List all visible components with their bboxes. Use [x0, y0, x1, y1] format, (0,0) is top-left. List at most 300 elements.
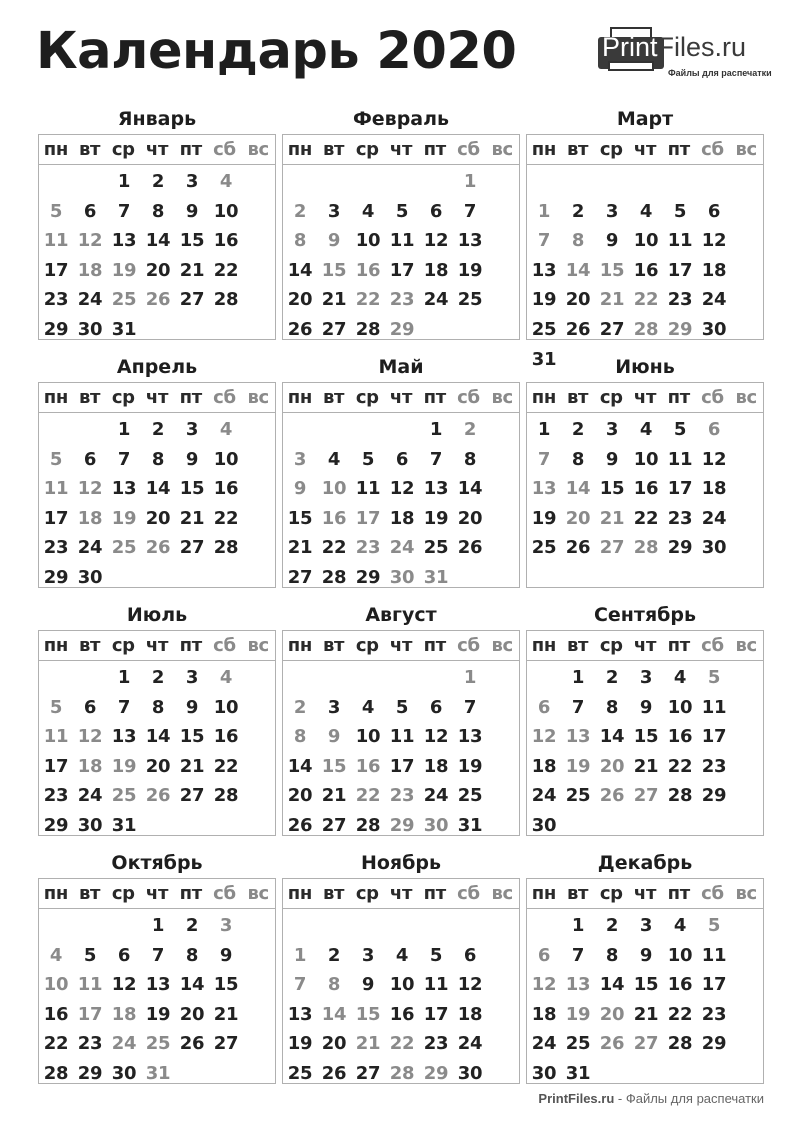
day-cell: 9	[361, 974, 375, 996]
day-cell: 23	[43, 537, 69, 559]
day-cell: 26	[565, 318, 591, 340]
day-cell: 2	[327, 944, 341, 966]
day-cell: 12	[457, 974, 483, 996]
day-cell: 4	[673, 915, 687, 936]
day-cell: 30	[531, 814, 557, 836]
day-cell: 31	[111, 814, 137, 836]
day-cell: 9	[185, 448, 199, 470]
weekday-label: пт	[667, 139, 690, 160]
day-cell: 10	[667, 944, 693, 966]
day-cell: 20	[145, 259, 171, 281]
weekend-day: 2	[293, 200, 307, 222]
weekday-label: чт	[633, 635, 657, 656]
weekday-label: ср	[599, 139, 623, 160]
day-cell: 14	[179, 974, 205, 996]
day-cell: 14	[457, 478, 483, 500]
day-cell: 21	[633, 1003, 659, 1025]
weekend-day: 8	[571, 230, 585, 252]
weekend-day: 18	[111, 1003, 137, 1025]
day-cell: 14	[145, 478, 171, 500]
day-cell: 1	[429, 419, 443, 440]
day-cell: 30	[701, 318, 727, 340]
day-cell: 12	[111, 974, 137, 996]
footer	[538, 1091, 764, 1106]
weekend-day: 20	[599, 1003, 625, 1025]
month-name: Август	[365, 604, 437, 626]
weekend-day: 4	[219, 171, 233, 192]
day-cell: 7	[571, 696, 585, 718]
day-cell: 28	[213, 785, 239, 807]
day-cell: 17	[667, 259, 693, 281]
day-cell: 25	[457, 289, 483, 311]
day-cell: 17	[43, 259, 69, 281]
day-cell: 13	[423, 478, 449, 500]
day-cell: 9	[185, 696, 199, 718]
day-cell: 15	[599, 478, 625, 500]
day-cell: 11	[701, 944, 727, 966]
day-cell: 29	[77, 1062, 103, 1084]
month-block	[282, 104, 520, 340]
weekday-label: ср	[355, 883, 379, 904]
weekend-day: 31	[145, 1062, 171, 1084]
weekend-day: 12	[531, 974, 557, 996]
day-cell: 2	[151, 667, 165, 688]
weekday-label: чт	[145, 635, 169, 656]
weekday-label: вс	[247, 883, 269, 904]
day-cell: 3	[185, 419, 199, 440]
weekday-label: вс	[247, 139, 269, 160]
day-cell: 27	[179, 289, 205, 311]
weekend-day: 18	[77, 755, 103, 777]
weekday-label: сб	[701, 883, 724, 904]
weekend-day: 15	[321, 259, 347, 281]
day-cell: 25	[565, 1033, 591, 1055]
printfiles-logo[interactable]	[598, 24, 772, 84]
day-cell: 6	[83, 200, 97, 222]
day-cell: 24	[77, 785, 103, 807]
weekday-label: пн	[531, 883, 556, 904]
month-block	[526, 848, 764, 1084]
weekday-label: чт	[145, 883, 169, 904]
day-cell: 16	[667, 726, 693, 748]
day-cell: 3	[605, 200, 619, 222]
weekday-label: вс	[247, 635, 269, 656]
weekend-day: 26	[145, 289, 171, 311]
empty-cell	[39, 663, 73, 693]
day-cell: 26	[457, 537, 483, 559]
month-name: Февраль	[352, 108, 450, 130]
weekend-day: 12	[77, 230, 103, 252]
day-cell: 28	[43, 1062, 69, 1084]
day-cell: 28	[355, 814, 381, 836]
day-cell: 20	[565, 289, 591, 311]
day-grid	[283, 165, 519, 345]
weekday-label: чт	[145, 387, 169, 408]
weekday-label: пт	[667, 883, 690, 904]
weekday-label: ср	[111, 883, 135, 904]
day-cell: 21	[179, 755, 205, 777]
weekend-day: 19	[111, 259, 137, 281]
weekday-label: вс	[491, 387, 513, 408]
day-cell: 17	[43, 755, 69, 777]
day-cell: 25	[287, 1062, 313, 1084]
weekday-label: ср	[111, 635, 135, 656]
weekend-day: 7	[537, 448, 551, 470]
day-cell: 24	[77, 537, 103, 559]
month-name: Октябрь	[111, 852, 203, 874]
day-cell: 20	[457, 507, 483, 529]
month-name: Июль	[126, 604, 188, 626]
day-cell: 16	[43, 1003, 69, 1025]
day-cell: 21	[287, 537, 313, 559]
day-cell: 1	[117, 171, 131, 192]
day-cell: 29	[355, 566, 381, 588]
day-cell: 4	[361, 696, 375, 718]
empty-cell	[351, 167, 385, 197]
day-cell: 4	[327, 448, 341, 470]
day-cell: 15	[179, 230, 205, 252]
weekend-day: 14	[565, 478, 591, 500]
day-cell: 10	[389, 974, 415, 996]
weekend-day: 2	[463, 419, 477, 440]
day-cell: 15	[179, 478, 205, 500]
empty-cell	[317, 167, 351, 197]
day-cell: 28	[213, 289, 239, 311]
weekend-day: 27	[633, 785, 659, 807]
day-cell: 12	[389, 478, 415, 500]
month-box	[282, 878, 520, 1084]
day-cell: 24	[423, 289, 449, 311]
day-cell: 30	[457, 1062, 483, 1084]
weekday-label: вс	[735, 883, 757, 904]
day-cell: 19	[423, 507, 449, 529]
weekend-day: 19	[565, 755, 591, 777]
day-cell: 25	[457, 785, 483, 807]
day-cell: 7	[463, 200, 477, 222]
weekend-day: 10	[43, 974, 69, 996]
day-cell: 5	[429, 944, 443, 966]
weekend-day: 6	[707, 419, 721, 440]
weekday-label: пн	[531, 635, 556, 656]
day-cell: 18	[423, 259, 449, 281]
weekend-day: 13	[565, 974, 591, 996]
day-cell: 25	[423, 537, 449, 559]
weekend-day: 28	[389, 1062, 415, 1084]
day-grid	[527, 165, 763, 374]
month-block	[526, 600, 764, 836]
day-cell: 28	[321, 566, 347, 588]
day-cell: 28	[355, 318, 381, 340]
weekend-day: 12	[77, 478, 103, 500]
weekend-day: 19	[111, 755, 137, 777]
day-cell: 20	[287, 289, 313, 311]
day-cell: 30	[77, 566, 103, 588]
day-cell: 6	[117, 944, 131, 966]
weekday-header	[527, 631, 763, 661]
weekend-day: 17	[355, 507, 381, 529]
weekday-label: сб	[701, 139, 724, 160]
weekend-day: 15	[321, 755, 347, 777]
day-cell: 23	[701, 755, 727, 777]
month-box	[526, 630, 764, 836]
day-cell: 30	[531, 1062, 557, 1084]
day-grid	[527, 909, 763, 1089]
weekday-label: вс	[491, 635, 513, 656]
weekday-label: вт	[78, 883, 101, 904]
weekend-day: 21	[599, 507, 625, 529]
weekend-day: 30	[423, 814, 449, 836]
day-cell: 13	[457, 230, 483, 252]
weekend-day: 13	[565, 726, 591, 748]
day-cell: 8	[185, 944, 199, 966]
weekday-header	[527, 383, 763, 413]
day-cell: 11	[667, 230, 693, 252]
weekend-day: 11	[43, 230, 69, 252]
day-cell: 24	[701, 289, 727, 311]
day-cell: 25	[531, 318, 557, 340]
day-cell: 10	[213, 448, 239, 470]
day-cell: 5	[673, 419, 687, 440]
weekend-day: 23	[355, 537, 381, 559]
day-cell: 16	[213, 478, 239, 500]
month-name: Январь	[117, 108, 197, 130]
day-cell: 11	[423, 974, 449, 996]
empty-cell	[453, 911, 487, 941]
weekend-day: 20	[599, 755, 625, 777]
weekday-label: пт	[179, 139, 202, 160]
logo-tagline: Файлы для распечатки	[668, 68, 772, 78]
day-cell: 9	[605, 230, 619, 252]
day-cell: 1	[151, 915, 165, 936]
empty-cell	[419, 911, 453, 941]
weekend-day: 25	[111, 289, 137, 311]
day-cell: 29	[43, 814, 69, 836]
day-cell: 24	[701, 507, 727, 529]
day-cell: 30	[111, 1062, 137, 1084]
day-cell: 21	[321, 785, 347, 807]
weekday-header	[283, 383, 519, 413]
weekend-day: 23	[389, 785, 415, 807]
weekday-header	[527, 879, 763, 909]
day-cell: 10	[633, 448, 659, 470]
weekend-day: 4	[219, 419, 233, 440]
day-cell: 23	[77, 1033, 103, 1055]
weekend-day: 7	[293, 974, 307, 996]
weekend-day: 1	[463, 171, 477, 192]
empty-cell	[385, 415, 419, 445]
day-cell: 16	[633, 478, 659, 500]
weekend-day: 17	[77, 1003, 103, 1025]
day-grid	[283, 909, 519, 1089]
day-cell: 1	[117, 419, 131, 440]
day-cell: 20	[321, 1033, 347, 1055]
day-cell: 7	[117, 448, 131, 470]
day-cell: 27	[355, 1062, 381, 1084]
weekday-label: сб	[213, 387, 236, 408]
day-cell: 31	[111, 318, 137, 340]
day-cell: 24	[531, 785, 557, 807]
day-cell: 14	[287, 259, 313, 281]
weekday-header	[283, 631, 519, 661]
day-cell: 13	[145, 974, 171, 996]
weekday-label: ср	[599, 635, 623, 656]
day-cell: 21	[179, 507, 205, 529]
day-cell: 22	[213, 259, 239, 281]
weekday-label: сб	[701, 635, 724, 656]
weekend-day: 24	[111, 1033, 137, 1055]
month-name: Март	[616, 108, 674, 130]
weekend-day: 20	[565, 507, 591, 529]
month-box	[526, 878, 764, 1084]
day-cell: 17	[389, 755, 415, 777]
day-cell: 7	[151, 944, 165, 966]
day-cell: 27	[213, 1033, 239, 1055]
day-cell: 2	[151, 171, 165, 192]
weekend-day: 11	[77, 974, 103, 996]
empty-cell	[419, 167, 453, 197]
day-cell: 7	[117, 200, 131, 222]
day-cell: 3	[605, 419, 619, 440]
day-cell: 1	[571, 915, 585, 936]
empty-cell	[697, 167, 731, 197]
day-cell: 28	[667, 785, 693, 807]
day-cell: 15	[213, 974, 239, 996]
day-cell: 29	[701, 785, 727, 807]
day-cell: 7	[429, 448, 443, 470]
weekday-label: вс	[491, 883, 513, 904]
weekend-day: 26	[599, 1033, 625, 1055]
weekday-label: вт	[322, 635, 345, 656]
day-cell: 14	[599, 974, 625, 996]
month-name: Апрель	[116, 356, 198, 378]
empty-cell	[107, 911, 141, 941]
day-cell: 26	[179, 1033, 205, 1055]
weekday-label: вс	[735, 387, 757, 408]
month-block	[38, 104, 276, 340]
empty-cell	[317, 911, 351, 941]
weekday-label: пн	[43, 883, 68, 904]
weekday-label: сб	[457, 139, 480, 160]
month-block	[38, 352, 276, 588]
day-cell: 24	[531, 1033, 557, 1055]
day-cell: 19	[457, 259, 483, 281]
day-cell: 31	[457, 814, 483, 836]
day-cell: 22	[667, 755, 693, 777]
day-cell: 4	[639, 200, 653, 222]
day-grid	[283, 413, 519, 593]
footer-site: PrintFiles.ru	[538, 1091, 615, 1106]
weekend-day: 23	[389, 289, 415, 311]
weekday-label: сб	[457, 883, 480, 904]
weekday-label: сб	[457, 387, 480, 408]
weekday-label: ср	[355, 387, 379, 408]
day-cell: 4	[639, 419, 653, 440]
day-cell: 30	[77, 814, 103, 836]
weekend-day: 4	[49, 944, 63, 966]
day-cell: 23	[43, 785, 69, 807]
day-cell: 26	[287, 814, 313, 836]
day-cell: 17	[701, 726, 727, 748]
weekday-label: сб	[213, 139, 236, 160]
day-cell: 27	[179, 785, 205, 807]
day-cell: 3	[185, 667, 199, 688]
day-cell: 13	[287, 1003, 313, 1025]
day-cell: 12	[423, 726, 449, 748]
day-cell: 22	[321, 537, 347, 559]
weekend-day: 16	[321, 507, 347, 529]
weekday-label: вт	[566, 387, 589, 408]
empty-cell	[527, 663, 561, 693]
day-grid	[39, 165, 275, 345]
day-cell: 28	[667, 1033, 693, 1055]
weekday-label: чт	[633, 387, 657, 408]
day-cell: 3	[361, 944, 375, 966]
weekend-day: 12	[531, 726, 557, 748]
day-cell: 17	[43, 507, 69, 529]
empty-cell	[73, 167, 107, 197]
weekend-day: 6	[537, 944, 551, 966]
day-cell: 10	[355, 230, 381, 252]
day-cell: 6	[83, 448, 97, 470]
day-cell: 20	[145, 755, 171, 777]
day-cell: 24	[457, 1033, 483, 1055]
weekday-label: пт	[423, 883, 446, 904]
empty-cell	[73, 415, 107, 445]
month-box	[38, 382, 276, 588]
day-cell: 11	[701, 696, 727, 718]
day-cell: 8	[605, 944, 619, 966]
day-cell: 20	[145, 507, 171, 529]
weekend-day: 26	[599, 785, 625, 807]
day-cell: 19	[531, 289, 557, 311]
weekend-day: 26	[145, 785, 171, 807]
logo-text-print: Print	[602, 32, 658, 62]
weekend-day: 28	[633, 537, 659, 559]
weekend-day: 16	[355, 755, 381, 777]
weekday-label: ср	[355, 139, 379, 160]
weekend-day: 19	[565, 1003, 591, 1025]
empty-cell	[629, 167, 663, 197]
day-cell: 5	[673, 200, 687, 222]
day-cell: 27	[321, 814, 347, 836]
page-title: Календарь 2020	[36, 22, 517, 81]
day-cell: 29	[667, 537, 693, 559]
day-cell: 18	[531, 1003, 557, 1025]
weekday-label: пн	[531, 139, 556, 160]
day-cell: 15	[633, 974, 659, 996]
weekend-day: 9	[327, 726, 341, 748]
day-cell: 10	[667, 696, 693, 718]
weekday-label: пт	[423, 635, 446, 656]
weekend-day: 25	[111, 537, 137, 559]
day-cell: 9	[639, 944, 653, 966]
weekday-label: вт	[566, 635, 589, 656]
empty-cell	[39, 415, 73, 445]
month-name: Ноябрь	[360, 852, 442, 874]
weekend-day: 29	[389, 318, 415, 340]
day-cell: 5	[361, 448, 375, 470]
weekday-label: пт	[423, 387, 446, 408]
weekend-day: 29	[389, 814, 415, 836]
empty-cell	[385, 663, 419, 693]
weekday-header	[283, 135, 519, 165]
weekday-label: чт	[145, 139, 169, 160]
weekday-label: вт	[78, 139, 101, 160]
day-cell: 22	[633, 507, 659, 529]
day-cell: 4	[673, 667, 687, 688]
weekday-label: чт	[389, 883, 413, 904]
empty-cell	[419, 663, 453, 693]
